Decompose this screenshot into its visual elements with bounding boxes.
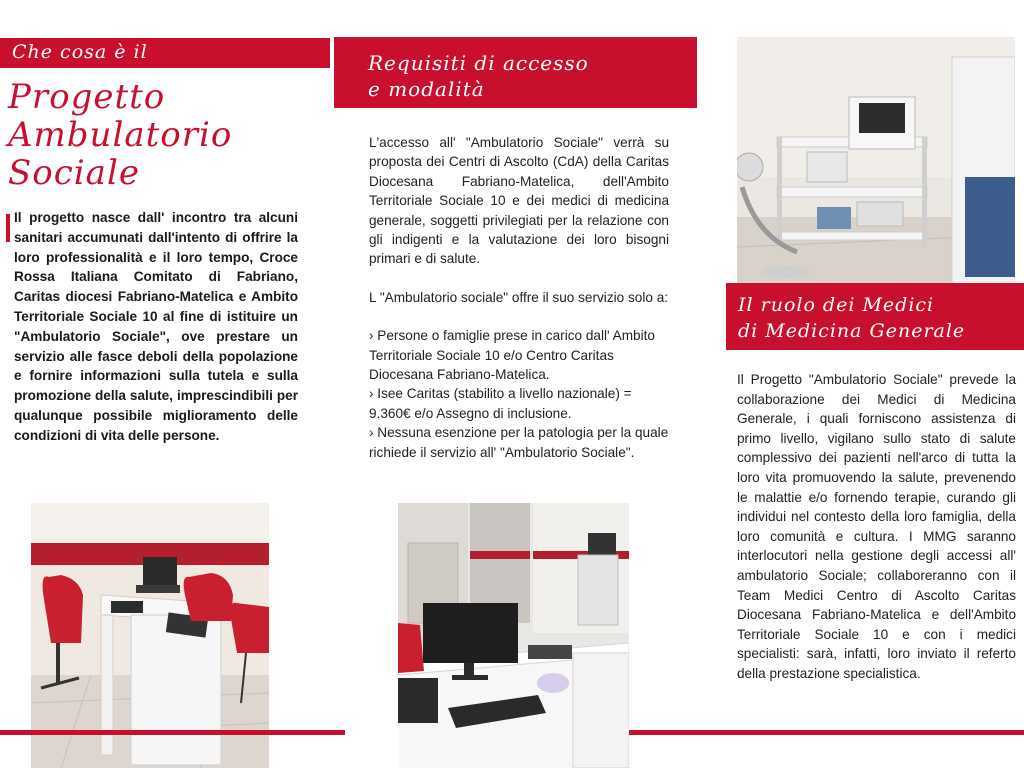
medici-heading bbox=[738, 292, 965, 344]
requisiti-heading-line-1: Requisiti di accesso bbox=[368, 51, 589, 75]
medici-heading-line-2: di Medicina Generale bbox=[738, 320, 966, 342]
body-accent-bar bbox=[6, 214, 10, 242]
requisiti-paragraph-2: L "Ambulatorio sociale" offre il suo servizio solo a: bbox=[369, 289, 669, 305]
kicker-label: Che cosa è il bbox=[12, 41, 148, 63]
page-title bbox=[8, 78, 328, 192]
photo-monitor-desk bbox=[398, 503, 629, 768]
bottom-stripe-right bbox=[629, 730, 1024, 735]
photo-medical-equipment-graphic bbox=[737, 37, 1015, 284]
requisiti-heading bbox=[368, 50, 589, 102]
requisiti-content bbox=[369, 133, 669, 462]
requisiti-paragraph-1: L'accesso all' "Ambulatorio Sociale" verrà su proposta dei Centri di Ascolto (CdA) della Caritas Diocesana Fabriano-Matelica, dell'Ambito Territoriale Sociale 10 e dei medici di medicina generale, soggetti privilegiati per la relazione con gli indigenti e la valutazione dei loro bisogni primari e di salute. bbox=[369, 135, 669, 267]
photo-monitor-desk-graphic bbox=[398, 503, 629, 768]
requisiti-item-1: › Persone o famiglie prese in carico dall' Ambito Territoriale Sociale 10 e/o Centro Caritas Diocesana Fabriano-Matelica. bbox=[369, 328, 655, 383]
bottom-stripe-left bbox=[0, 730, 345, 735]
title-line-3: Sociale bbox=[8, 153, 140, 193]
requisiti-heading-line-2: e modalità bbox=[368, 77, 485, 101]
photo-office-desk bbox=[31, 503, 269, 768]
medici-heading-line-1: Il ruolo dei Medici bbox=[738, 294, 935, 316]
photo-medical-equipment bbox=[737, 37, 1015, 284]
title-line-1: Progetto bbox=[8, 77, 166, 117]
intro-paragraph: Il progetto nasce dall' incontro tra alcuni sanitari accumunati dall'intento di offrire la loro professionalità e il loro tempo, Croce Rossa Italiana Comitato di Fabriano, Caritas diocesi Fabriano-Matelica e Ambito Territoriale Sociale 10 al fine di istituire un "Ambulatorio Sociale", ove prestare un servizio alle fasce deboli della popolazione e fornire informazioni sulla tutela e sulla promozione della salute, imprescindibili per qualunque possibile miglioramento delle condizioni di vita delle persone. bbox=[14, 210, 298, 443]
requisiti-item-3: › Nessuna esenzione per la patologia per la quale richiede il servizio all' "Ambulatorio Sociale". bbox=[369, 425, 669, 460]
requisiti-item-2: › Isee Caritas (stabilito a livello nazionale) = 9.360€ e/o Assegno di inclusione. bbox=[369, 386, 632, 421]
title-line-2: Ambulatorio bbox=[8, 115, 233, 155]
photo-office-desk-graphic bbox=[31, 503, 269, 768]
medici-paragraph: Il Progetto "Ambulatorio Sociale" prevede la collaborazione dei Medici di Medicina Generale, i quali forniscono assistenza di primo livello, vigilano sullo stato di salute complessivo dei pazienti nell'arco di tutta la loro vita promuovendo la salute, prevenendo le malattie e/o fornendo terapie, curando gli individui nel contesto della loro famiglia, della loro comunità e cultura. I MMG saranno interlocutori nella gestione degli accessi all' ambulatorio Sociale; collaboreranno con il Team Medici Centro di Ascolto Caritas Diocesana Fabriano-Matelica e dell'Ambito Territoriale Sociale 10 e con i medici specialisti: sarà, infatti, loro inviato il referto della prestazione specialistica. bbox=[737, 372, 1016, 681]
